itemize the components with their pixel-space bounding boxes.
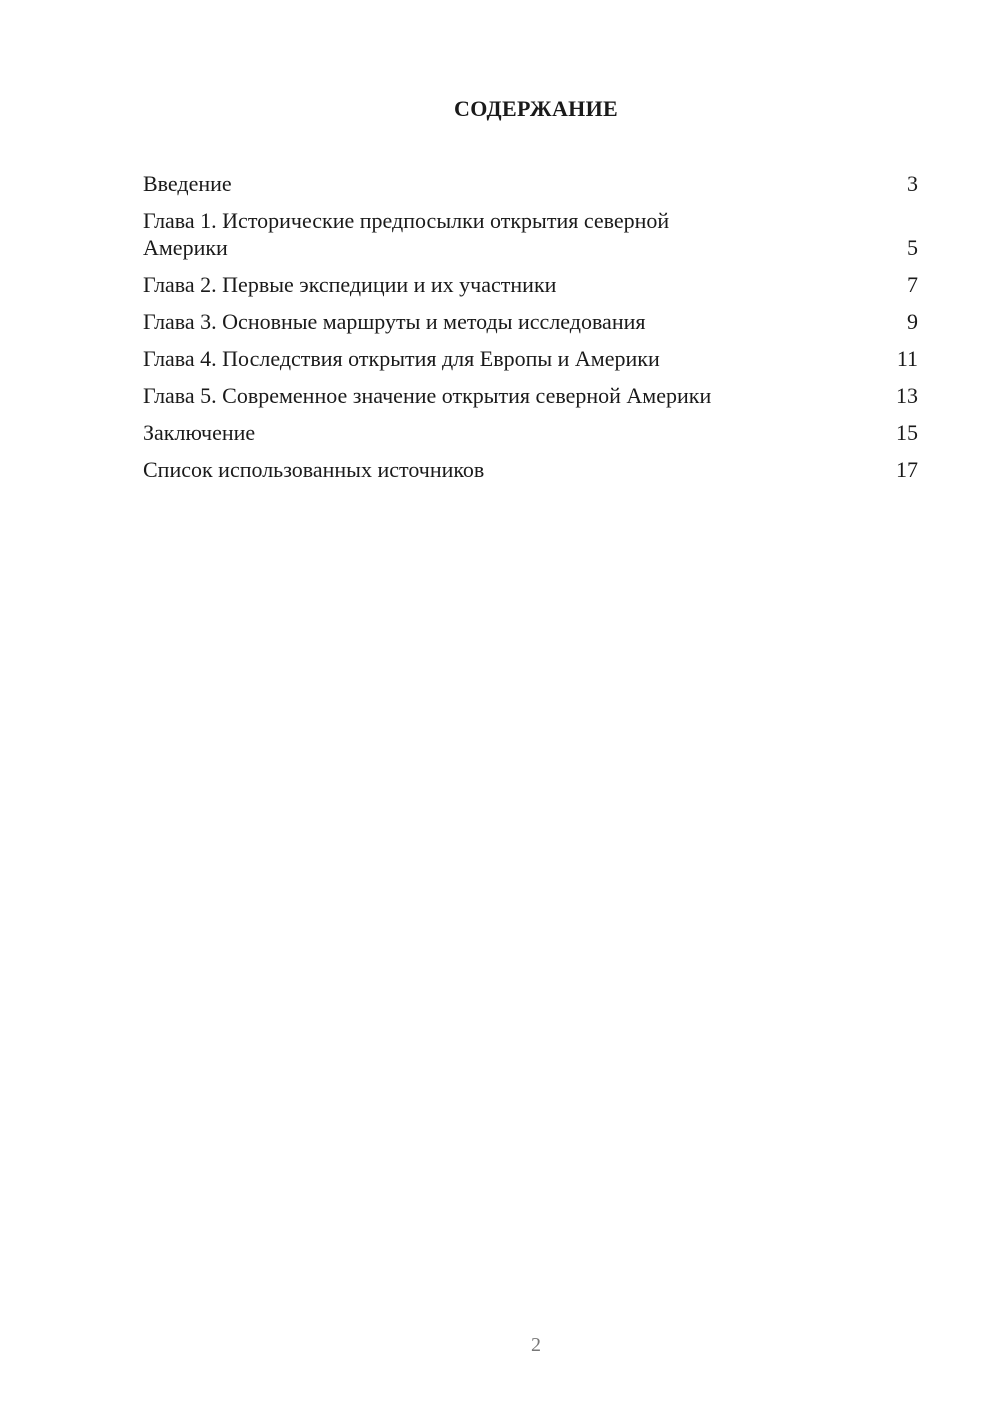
toc-entry-text: Глава 4. Последствия открытия для Европы и Америки — [143, 346, 660, 371]
toc-title: СОДЕРЖАНИЕ — [454, 96, 618, 121]
toc-entry-text: Глава 1. Исторические предпосылки открытия северной Америки — [143, 208, 670, 260]
toc-entry-references — [143, 456, 918, 483]
toc-entry-text: Заключение — [143, 420, 256, 445]
toc-entry-chapter-1 — [143, 207, 918, 261]
toc-entry-text: Введение — [143, 171, 232, 196]
toc-entry-conclusion — [143, 419, 918, 446]
toc-entry-text: Список использованных источников — [143, 457, 485, 482]
toc-entry-page: 17 — [896, 457, 918, 482]
toc-entry-page: 13 — [896, 383, 918, 408]
toc-entry-introduction — [143, 170, 918, 197]
toc-entry-page: 15 — [896, 420, 918, 445]
toc-entry-chapter-5 — [143, 382, 918, 409]
toc-list — [143, 170, 918, 493]
toc-entry-text: Глава 5. Современное значение открытия северной Америки — [143, 383, 712, 408]
toc-entry-page: 11 — [896, 346, 918, 371]
toc-entry-page: 3 — [907, 171, 918, 196]
toc-entry-text: Глава 3. Основные маршруты и методы исследования — [143, 309, 646, 334]
page-number: 2 — [531, 1334, 541, 1356]
toc-entry-chapter-4 — [143, 345, 918, 372]
toc-entry-text: Глава 2. Первые экспедиции и их участники — [143, 272, 557, 297]
toc-entry-page: 7 — [907, 272, 918, 297]
toc-entry-chapter-2 — [143, 271, 918, 298]
toc-entry-page: 5 — [907, 235, 918, 260]
toc-entry-chapter-3 — [143, 308, 918, 335]
toc-entry-page: 9 — [907, 309, 918, 334]
